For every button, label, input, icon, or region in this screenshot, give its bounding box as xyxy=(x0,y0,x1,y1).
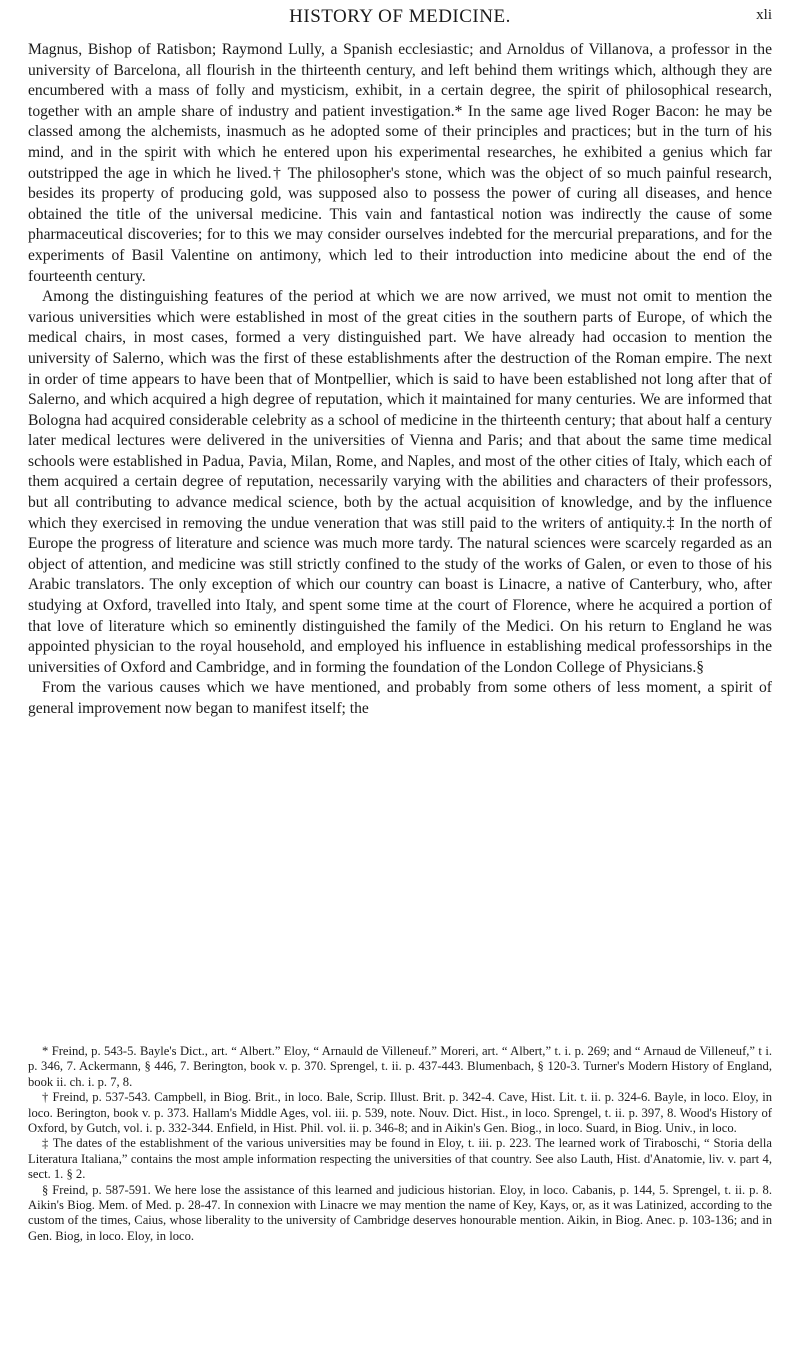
footnote-3: ‡ The dates of the establishment of the various universities may be found in Eloy, t. iii. p. 223. The learned work of Tiraboschi, “ Storia della Literatura Italiana,” contains the most ample information respecting the universities of that country. See also Lauth, Hist. d'Anatomie, liv. v. part 4, sect. 1. § 2. xyxy=(28,1136,772,1182)
page-header xyxy=(28,6,772,36)
footnotes xyxy=(28,1044,772,1244)
footnote-2: † Freind, p. 537-543. Campbell, in Biog. Brit., in loco. Bale, Scrip. Illust. Brit. p. 342-4. Cave, Hist. Lit. t. ii. p. 324-6. Bayle, in loco. Eloy, in loco. Berington, book v. p. 373. Hallam's Middle Ages, vol. iii. p. 539, note. Nouv. Dict. Hist., in loco. Sprengel, t. ii. p. 397, 8. Wood's History of Oxford, by Gutch, vol. i. p. 332-344. Enfield, in Hist. Phil. vol. ii. p. 346-8; and in Aikin's Gen. Biog., in loco. Suard, in Biog. Univ., in loco. xyxy=(28,1090,772,1136)
paragraph-3: From the various causes which we have mentioned, and probably from some others of less moment, a spirit of general improvement now began to manifest itself; the xyxy=(28,679,772,717)
footnote-1: * Freind, p. 543-5. Bayle's Dict., art. “ Albert.” Eloy, “ Arnauld de Villeneuf.” Moreri, art. “ Albert,” t. i. p. 269; and “ Arnaud de Villeneuf,” t i. p. 346, 7. Ackermann, § 446, 7. Berington, book v. p. 370. Sprengel, t. ii. p. 437-443. Blumenbach, § 120-3. Turner's Modern History of England, book ii. ch. i. p. 7, 8. xyxy=(28,1044,772,1089)
paragraph-2: Among the distinguishing features of the period at which we are now arrived, we must not omit to mention the various universities which were established in most of the great cities in the southern parts of Europe, of which the medical chairs, in most cases, formed a very distinguished part. We have already had occasion to mention the university of Salerno, which was the first of these establishments after the destruction of the Roman empire. The next in order of time appears to have been that of Montpellier, which is said to have been established not long after that of Salerno, and which acquired a high degree of reputation, which it maintained for many centuries. We are informed that Bologna had acquired considerable celebrity as a school of medicine in the thirteenth century; that about half a century later medical lectures were delivered in the universities of Vienna and Paris; and that about the same time medical schools were established in Padua, Pavia, Milan, Rome, and Naples, and most of the other cities of Italy, which each of them acquired a certain degree of reputation, necessarily varying with the abilities and characters of their professors, but all contributing to advance medical science, both by the actual acquisition of knowledge, and by the influence which they exercised in removing the undue veneration that was still paid to the writers of antiquity.‡ In the north of Europe the progress of literature and science was much more tardy. The natural sciences were scarcely regarded as an object of attention, and medicine was still strictly confined to the study of the works of Galen, or even to those of his Arabic translators. The only exception of which our country can boast is Linacre, a native of Canterbury, who, after studying at Oxford, travelled into Italy, and spent some time at the court of Florence, where he acquired a portion of that love of literature which so eminently distinguished the family of the Medici. On his return to England he was appointed physician to the royal household, and employed his influence in establishing medical professorships in the universities of Oxford and Cambridge, and in forming the foundation of the London College of Physicians.§ xyxy=(28,288,772,676)
paragraph-1: Magnus, Bishop of Ratisbon; Raymond Lully, a Spanish ecclesiastic; and Arnoldus of Villanova, a professor in the university of Barcelona, all flourish in the thirteenth century, and left behind them writings which, although they are encumbered with a mass of folly and mysticism, exhibit, in a certain degree, the spirit of philosophical research, together with an ample share of industry and patient investigation.* In the same age lived Roger Bacon: he may be classed among the alchemists, inasmuch as he adopted some of their principles and practices; but in the turn of his mind, and in the spirit with which he entered upon his experimental researches, he exhibited a genius which far outstripped the age in which he lived.† The philosopher's stone, which was the object of so much painful research, besides its property of producing gold, was supposed also to possess the power of curing all diseases, and hence obtained the title of the universal medicine. This vain and fantastical notion was indirectly the cause of some pharmaceutical discoveries; for to this we may consider ourselves indebted for the mercurial preparations, and for the experiments of Basil Valentine on antimony, which led to their introduction into medicine about the end of the fourteenth century. xyxy=(28,41,772,285)
main-text xyxy=(28,40,772,720)
page-number: xli xyxy=(756,7,772,23)
footnote-4: § Freind, p. 587-591. We here lose the assistance of this learned and judicious historian. Eloy, in loco. Cabanis, p. 144, 5. Sprengel, t. ii. p. 8. Aikin's Biog. Mem. of Med. p. 28-47. In connexion with Linacre we may mention the name of Key, Kays, or, as it was Latinized, according to the custom of the times, Caius, whose liberality to the university of Cambridge deserves honourable mention. Aikin, in Biog. Anec. p. 103-136; and in Gen. Biog, in loco. Eloy, in loco. xyxy=(28,1182,772,1243)
running-title: HISTORY OF MEDICINE. xyxy=(289,6,511,27)
